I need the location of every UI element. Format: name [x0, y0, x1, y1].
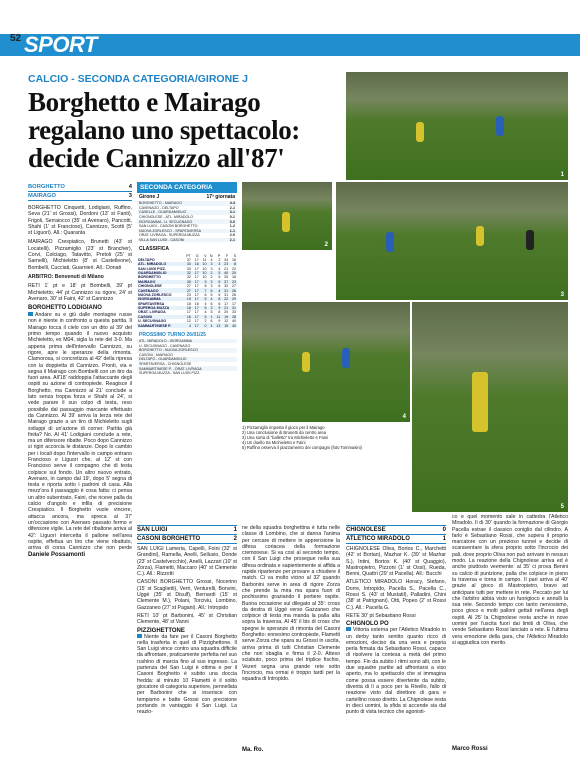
classifica-title: CLASSIFICA [139, 246, 169, 253]
standings-row: DELTAPO 37 17 11 4 2 34 16 [138, 257, 236, 262]
result-row: CHIGNOLESE - ATL. MIRADOLO 0-1 [139, 215, 235, 220]
score-row: ATLETICO MIRADOLO 1 [346, 536, 446, 542]
result-row: BORGHETTO - MAIRAGO 4-3 [139, 201, 235, 206]
result-row: CASELLE - GUARDAMIGLIO 3-1 [139, 210, 235, 215]
photo-1 [346, 72, 568, 180]
girone: Girone J 17ª giornata [139, 194, 235, 200]
standings-row: CASONI 16 17 5 1 11 19 28 [138, 314, 236, 319]
standings-row: MAIRAGO 30 17 9 3 5 37 23 [138, 279, 236, 284]
caption: 5) Ruffino osserva il piazzamento dei compagni (foto Tommasini) [242, 445, 362, 451]
score-row: CHIGNOLESE 0 [346, 527, 446, 533]
caption: 2) Una conclusione di Brunetti da centro area [242, 430, 327, 436]
lineup-away: CASONI BORGHETTO Grossi, Nocerino (15' st Scaglietti), Verri, Venturelli, Bonvini, Uggè (35' st Disulf), Bernardi (15' st Clemente M.), Polani, Torciviu, Lombino, Gazzaneo (27' st Pagani). All.: Intropido [137, 579, 237, 611]
standings-row: SAMMARTINESE P. 4 17 0 4 13 15 40 [138, 323, 236, 328]
photo-label: 1 [560, 172, 564, 178]
result-row: ORAT. LIVRAGA - SUPERGA MUZZA 2-0 [139, 233, 235, 238]
referee: ARBITRO: Benvenuti di Milano [28, 273, 104, 280]
panel-title: SECONDA CATEGORIA [137, 182, 237, 193]
goals: RETI 10' pt Barbonini, 45' st Christian Clemente, 48' st Vanni [137, 612, 237, 626]
score-row: BORGHETTO 4 [28, 184, 132, 190]
author: Daniele Possamonti [28, 552, 86, 559]
lineup-home: BORGHETTO Cinquetti, Lodigiani, Ruffino, Seva (21' st Grossi), Dordoni (13' st Fanti), Frigoli, Serraiocco (35' st Avenaro), Pancotti, Shahi (1' st Francioso), Cannizzo, Scotti (5' st Liguori). All.: Quaranta [28, 205, 132, 237]
photo-label: 3 [560, 292, 564, 298]
fixture-row: BORGHETTO - NUOVA ZORLESCO [137, 348, 237, 353]
byline: CHIGNOLO PO [346, 621, 389, 628]
photo-3 [336, 182, 568, 300]
standings-row: BORGHETTO 32 17 10 2 5 25 16 [138, 275, 236, 280]
result-row: VILLA SAN LUIGI - CASONI 2-1 [139, 238, 235, 243]
kicker: CALCIO - SECONDA CATEGORIA/GIRONE J [28, 73, 248, 85]
fixture-row: CASONI - MAIRAGO [139, 352, 173, 357]
lineup-away: ATLETICO MIRADOLO Horacy, Stefano, Dorre, Intropido, Pacella S., Pacella C., Rossi S. (43' st Mustatil), Palladini, Chini (38' st Patrignani), Otti, Popeo (2' st Rossi C.). All.: Pacella G. [346, 579, 446, 611]
match-box [28, 183, 132, 558]
captions [242, 425, 408, 450]
article-main: Andare su e giù dalle montagne russe non è niente in confronto a questa partita. Il Mairago tocca il cielo con un dito al 39' del primo tempo quando il nuovo acquisto Michieletto, ex M04, sigla la rete del 3-0. Ma appena prima dell'intervallo Cannizzo, su rigore, apre le speranze della rimonta. Clamorosa, si concretizza al 42' della ripresa con la doppietta di Cannizzo. Pronti, via e segna il Mairago con Bombelli con un tiro da fuori area. All'18' raddoppia l'attaccante degli ospiti su azione di contropiede. Reagisce il Borghetto, ma Cannizzo al 21' conclude a lato senza troppa forza e Shahi al 24', si vede parare il suo colpo di testa, reso possibile dal passaggio marcante effettuato da Cannizzo. Al 39' arriva la terza rete del Mairago grazie a un tiro di Michieletto sugli sviluppi di un'azione di corner. Partita già finita? No. Al 41' Lodigiani conclude a rete, ma un difensore ribatte. Poco dopo Cannizzo si rigiri accorcia le distanze. Dopo lo cambio per i locali dopo l'intervallo in campo entrano Francioso e Liguori che, al 12' st con Francioso serve il compagno che di testa colpisce sul fondo. Un altro nuovo entrato, Avenaro, in campo dal 19', dopo 5' segna di testa e riporta sotto i padroni di casa. Alla mezz'ora il passaggio è cosa fatta: ci pensa un altro subentrato, Faini, che riceve palla da calcio d'angolo e infila di precisione Crespiatico. Il Borghetto vuole vincere, attacca ancora, ma spreca al 37' un'occasione con Avenaro passato fermo e difensore vigile. La rete del ribaltone arriva al 42': Liguori intercetta il pallone nell'area ospite, effettua un tiro che viene ribattuto, arriva di corsa Cannizzo che non perde [28, 312, 132, 551]
standings-row: CHIGNOLESE 27 17 8 3 6 32 27 [138, 284, 236, 289]
result-row: NUOVA ZORLESCO - SPARTAVERSA 1-1 [139, 228, 235, 233]
photo-2 [242, 182, 332, 250]
fixture-row: SAMMARTINESE P. - ORAT. LIVRAGA [137, 366, 237, 371]
standings-row: U. SECUGNAGO 12 17 2 6 9 12 40 [138, 319, 236, 324]
section-title: SPORT [24, 32, 97, 57]
author: Ma. Ro. [242, 747, 264, 753]
goals: RETE 30' pt Sebastiano Rossi [346, 612, 416, 619]
standings-row: ATL. MIRADOLO 33 16 10 3 3 23 8 [138, 262, 236, 267]
lineup-home: CHIGNOLESE Oliva, Bortos C., Marchetti (42' st Bortan), Mazhar K. (39' st Mazhar S.), Intini, Bortos K. (40' st Quaggio), Mastropietro, Pizzoni (1' st Ossi), Rueda, Benni, Quattri (29' st Pacella). All.: Bucchi [346, 546, 446, 578]
headline: Borghetto e Mairago regalano uno spettacolo: decide Cannizzo all'87' [28, 87, 300, 173]
next-round-title: PROSSIMO TURNO 26/01/25 [139, 331, 206, 338]
article-san-luigi [137, 525, 237, 714]
standings-row: SUPERGA MUZZA 18 17 5 3 9 21 31 [138, 306, 236, 311]
fixture-row: U. SECUGNAGO - CAVENAGO [139, 343, 191, 348]
article-body: co e quel momento sale in cattedra l'Atletico Miradolo. Il di 30' quando la formazione di Giorgio Pacella estrae il classico coniglio dal cilindro. A farlo è Sebastiano Rossi, che supera il proprio marcatore con un prezioso tunnel e decide di scaraventare la sfera proprio sotto l'incrocio dei pali, dove proprio Oliva non può arrivare in nessun modo. La reazione della Chignolese arriva ed è anche piuttosto veemente: al 35' ci prova Benini su calcio di punizione, palla che colpisce in pieno la traversa e torna in campo. Il pari arriva al 40' grazie al gioco di Mastropietro, bravo ad anticipare tutti per mettere in rete. Peccato per lui che l'arbitro abbia visto un fuorigioco e annulli la sua rete. Secondo tempo con tanto nervosismo, poco gioco e molti palloni gettati nell'area degli ospiti. Al 25' la Chignolese resta anche in nove uomini per l'uscita fuori dai limiti di Oliva, che vende Sebastiano Rossi lanciato a rete. E l'ultima vera emozione della gara, che l'Atletico Miradolo si aggiudica con merito. [452, 514, 568, 646]
score-row: CASONI BORGHETTO 2 [137, 536, 237, 542]
goals: RETI 1' pt e 18' pt Bombelli, 39' pt Michieletto, 44' pt Cannizzo su rigore, 24' st Avenaro, 30' st Faini, 42' st Cannizzo [28, 283, 132, 302]
results-list [137, 201, 237, 242]
standings-table: PT G V N P F S DELTAPO 37 17 11 4 2 34 16 ATL. MIRADOLO 33 16 10 3 3 23 8 SAN LUIGI PIZZ. 33 17 10 3 4 21 22 GUARDAMIGLIO 32 17 10 2 5 40 20 BORGHETTO 32 17 10 2 5 25 16 MAIRAGO 30 17 9 3 5 37 23 CHIGNOLESE 27 17 8 3 6 32 27 CAVENAGO 27 17 7 6 4 31 26 NUOVA ZORLESCO 23 17 6 5 6 31 26 ISORGAMMA 19 17 5 4 8 22 29 SPARTAVERSA 18 16 4 6 6 17 17 SUPERGA MUZZA 18 17 5 3 9 21 31 ORAT. LIVRAGA 17 17 4 5 8 20 33 CASONI 16 17 5 1 11 19 28 U. SECUGNAGO 12 17 2 6 9 12 40 SAMMARTINESE P. 4 17 0 4 13 15 40 [138, 253, 236, 328]
result-row: SAN LUIGI - CASONI BORGHETTO 1-2 [139, 224, 235, 229]
standings-row: NUOVA ZORLESCO 23 17 6 5 6 31 26 [138, 292, 236, 297]
article-san-luigi-cont [242, 525, 340, 753]
photo-label: 2 [324, 242, 328, 248]
standings-row: GUARDAMIGLIO 32 17 10 2 5 40 20 [138, 271, 236, 276]
caption: 1) Pizzamiglio imposta il gioco per il Mairago [242, 425, 325, 430]
lineup-home: SAN LUIGI Lameria, Capelli, Foini (32' st Grandini), Ramella, Anelli, Sellusio, Donde (23' st Castelvecchio), Anelli, Lazzari (10' st Zorza), Flametti, Maccaro (40' st Clemente C.). All.: Rizzotti [137, 546, 237, 578]
photo-label: 5 [560, 504, 564, 510]
standings-row: ISORGAMMA 19 17 5 4 8 22 29 [138, 297, 236, 302]
byline: BORGHETTO LODIGIANO [28, 305, 102, 312]
page-number: 52 [10, 33, 22, 44]
caption: 3) Una sorta di "balletto" tra Michieletto e Faini [242, 435, 329, 441]
photo-label: 4 [402, 414, 406, 420]
photo-4 [242, 302, 410, 422]
author: Marco Rossi [452, 746, 488, 752]
fixture-row: DELTAPO - GUARDAMIGLIO [137, 357, 237, 362]
score-row: MAIRAGO 3 [28, 193, 132, 199]
article-body: ne della squadra borghettina è tutta nelle classe di Lombino, che si danna l'anima per cercare di mettere in apprensione la difesa coriacea della formazione cremonese. Si va così al secondo tempo, con il San Luigi che prosegue nella sua difesa ordinata e sapientemente si affida a rapide ripartenze per provare a chiudere il match. Ci va molto vicino al 32' quando Barbonini serve in area di rigore Zorza che prende la mira ma spara fuori di pochissimo graziando il portiere ospite. Buona occasione sul dilegato al 35': cross da destra di Uggè verso Gazzaneo che colpisce di testa ma manda la palla alta sopra la traversa. Al 45' il bis di cross che spegne le speranze di rimonta del Casoni Borghetto: ennesimo contropiede, Flametti serve Zorza che spara su Grossi in uscita, arriva prima di tutti Christian Clemente che non sbaglia e firma il 2-0. Atteso sciabuto, poco prima del triplice fischio, Vezeri segna una grande rete sotto l'incrocio, ma ormai è troppo tardi per la squadra di Intropido. [242, 525, 340, 683]
caption: 4) Un duello tra Michieletto e Faini [242, 440, 306, 446]
standings-row: SAN LUIGI PIZZ. 33 17 10 3 4 21 22 [138, 266, 236, 271]
fixture-row: ATL. MIRADOLO - ISORGAMMA [137, 339, 237, 344]
article-body: Vittoria esterna per l'Atletico Miradolo in un derby tanto sentito quanto ricco di emozioni, deciso da una vera e propria perla firmata da Sebastiano Rossi, capace di risolvere la contesa a metà del primo tempo. Fin da subito i ritmi sono alti, con le due squadre partite ad affrontarsi a viso aperto, ma lo spettacolo che si immagina come possa essere divertente da subito, diventa di lì a poco per la Rivello, fallo di reazione visto dal direttore di gara e cartellino rosso diretto. La Chignolese resta in dieci uomini, la sfida si accende sia dal punto di vista tecnico che agonisti- [346, 627, 446, 716]
score-row: SAN LUIGI 1 [137, 527, 237, 533]
result-row: CAVENAGO - DELTAPO 2-1 [139, 205, 235, 210]
byline: PIZZIGHETTONE [137, 627, 185, 634]
photo-5 [412, 302, 568, 512]
standings-panel [137, 182, 237, 512]
fixture-row: SPARTAVERSA - CHIGNOLESE [139, 361, 192, 366]
fixture-row: SUPERGA MUZZA - SAN LUIGI PIZZ. [139, 371, 201, 376]
article-chignolese [346, 525, 446, 719]
article-chignolese-cont [452, 514, 568, 752]
next-round-list [137, 339, 237, 376]
result-row: ISORGAMMA - U. SECUGNAGO 0-0 [139, 219, 235, 224]
lineup-away: MAIRAGO Crespiatico, Brunetti (43' st Locatelli), Pizzamiglio (23' st Brancher), Corvi, Colciago, Tatavitto, Pretoli (25' st Sarnelli), Michieletto (8' st Castelleone), Bombelli, Cucciati, Guarnieri. All.: Donati [28, 239, 132, 271]
standings-row: SPARTAVERSA 18 16 4 6 6 17 17 [138, 301, 236, 306]
article-body: Niente da fare per il Casoni Borghetto nella trasferta in quel di Pizzighettone. Il San Luigi vince contro una squadra difficile da affrontare, praticamente perfetta nel suo rushino di marcia fino al suo ingresso. La partenza del San Luigi è ottima e per il Casoni Borghetto è subito una doccia fredda: al minuto 10 Flametti è il solito giocatore di categoria superiore, pennellata per Barbonini che si inserisce con tempismo e batte Grossi con precisione portando in vantaggio il San Luigi. La reazio- [137, 633, 237, 714]
standings-row: ORAT. LIVRAGA 17 17 4 5 8 20 33 [138, 310, 236, 315]
standings-row: CAVENAGO 27 17 7 6 4 31 26 [138, 288, 236, 293]
